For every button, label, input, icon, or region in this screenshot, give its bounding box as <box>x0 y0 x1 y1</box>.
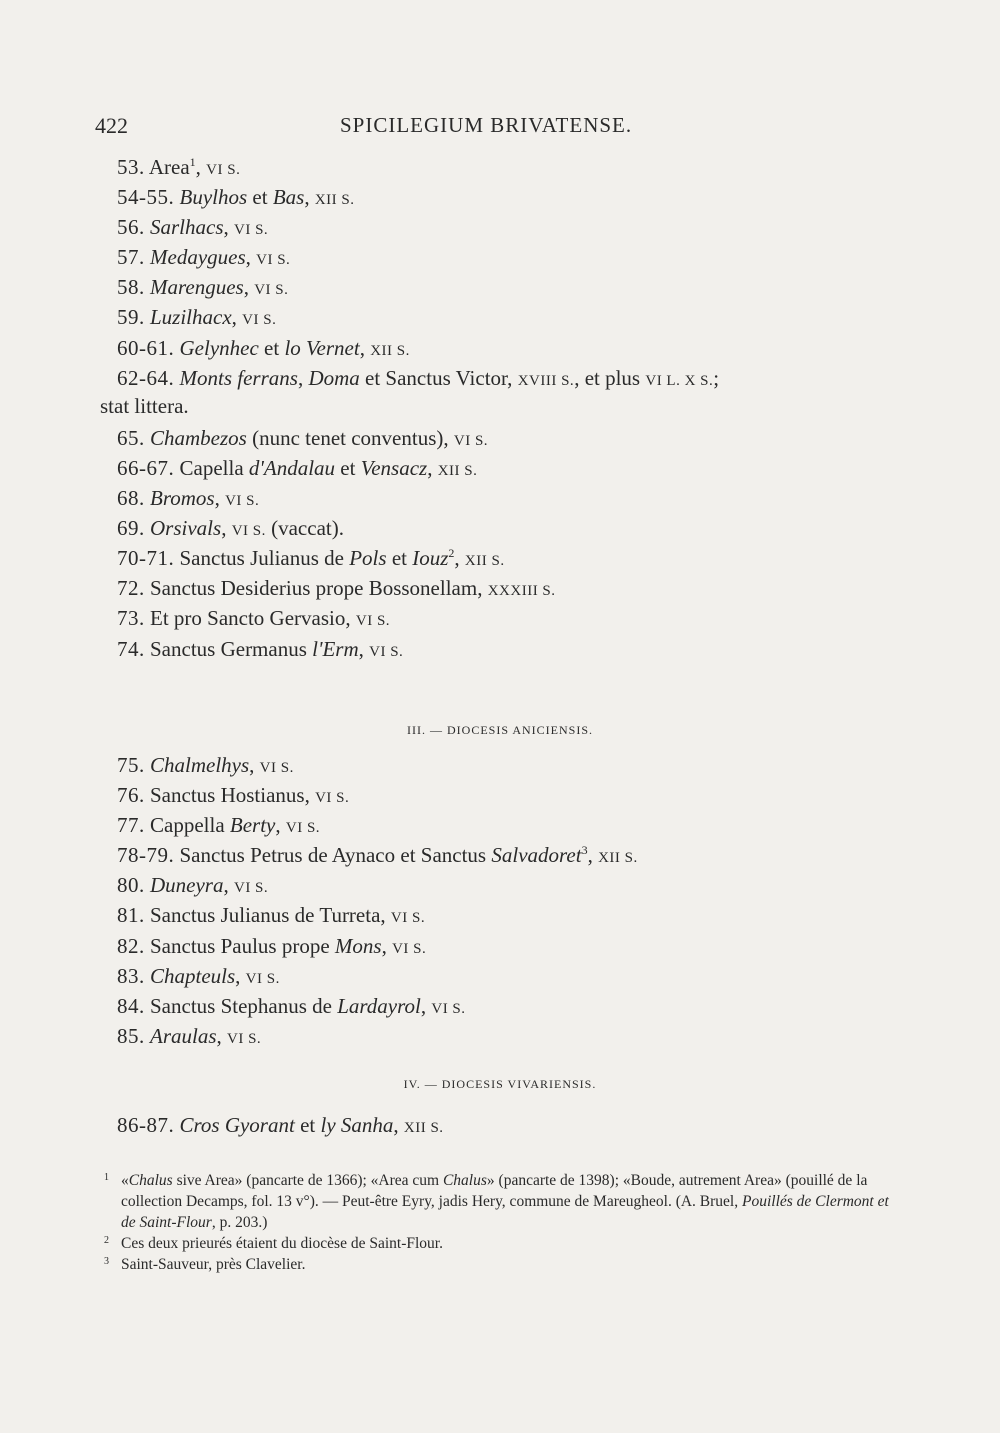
text-run: , p. 203.) <box>211 1214 268 1231</box>
entry-number: 72. <box>117 576 145 601</box>
italic-place-name: Chambezos <box>150 425 247 450</box>
italic-place-name: Sarlhacs <box>150 215 224 240</box>
amount: VI S. <box>227 1030 262 1047</box>
list-item <box>100 423 900 453</box>
text-run: , <box>393 1113 404 1137</box>
text-run: Sanctus Julianus de <box>174 546 350 571</box>
amount: VI S. <box>453 432 489 449</box>
list-item <box>100 333 900 363</box>
text-run: Sanctus Petrus de Aynaco et Sanctus <box>174 843 492 868</box>
entry-number: 85. <box>117 1023 145 1048</box>
entry-number: 86-87. <box>117 1113 175 1137</box>
amount: VI S. <box>206 162 241 178</box>
text-run: Area <box>144 155 190 179</box>
text-run: et <box>247 185 273 210</box>
text-run: , et plus <box>574 365 646 390</box>
italic-place-name: Duneyra <box>150 873 224 898</box>
italic-place-name: Luzilhacx <box>150 305 232 330</box>
footnote <box>101 1233 891 1254</box>
italic-place-name: Iouz <box>412 546 449 571</box>
text-run: Sanctus Paulus prope <box>144 933 335 958</box>
page-number: 422 <box>95 113 128 138</box>
list-item <box>100 272 900 302</box>
entry-number: 62-64. <box>117 365 175 390</box>
text-run: , <box>427 455 438 480</box>
text-run: « <box>121 1172 129 1189</box>
text-run: Sanctus Germanus <box>144 636 313 661</box>
list-item <box>100 750 900 780</box>
text-run: sive Area» (pancarte de 1366); «Area cum <box>172 1172 443 1189</box>
footnote-ref: 1 <box>189 155 196 169</box>
text-run: (vaccat). <box>265 516 344 541</box>
list-item <box>100 302 900 332</box>
amount: VI S. <box>355 613 391 630</box>
list-item <box>100 991 900 1021</box>
amount: XVIII S. <box>517 372 575 389</box>
entry-number: 57. <box>117 245 145 270</box>
entry-number: 80. <box>117 873 145 898</box>
text-run: » (pancarte de 1398); «Boude, autrement Area» (pouillé de la collection Decamps, fol. 13 v°). — Peut-être Eyry, jadis Hery, commune de Mareugheol. (A. Bruel, <box>121 1172 868 1210</box>
text-run: Saint-Sauveur, près Clavelier. <box>121 1256 306 1273</box>
italic-place-name: lo Vernet <box>284 335 360 360</box>
amount: VI S. <box>233 880 269 897</box>
list-item <box>100 212 900 242</box>
list-item <box>100 1110 900 1140</box>
entry-number: 59. <box>117 305 145 330</box>
amount: VI L. X S. <box>645 372 714 389</box>
italic-place-name: Doma <box>308 365 360 390</box>
amount: XXXIII S. <box>487 583 556 600</box>
entry-number: 74. <box>117 636 145 661</box>
text-run: , <box>245 245 257 270</box>
list-item <box>100 810 900 840</box>
amount: XII S. <box>370 342 410 359</box>
amount: VI S. <box>256 252 291 269</box>
amount: VI S. <box>369 643 404 660</box>
text-run: , <box>420 993 432 1018</box>
entry-number: 54-55. <box>117 185 175 210</box>
italic-place-name: Chapteuls <box>150 963 236 988</box>
text-run: , <box>214 486 226 511</box>
text-run: et <box>294 1113 321 1137</box>
section-heading-diocesis-aniciensis: III. — DIOCESIS ANICIENSIS. <box>407 723 593 737</box>
amount: VI S. <box>245 970 280 987</box>
list-item <box>100 242 900 272</box>
footnote-mark: 1 <box>104 1172 109 1183</box>
italic-place-name: Chalus <box>128 1172 173 1189</box>
amount: VI S. <box>390 910 426 927</box>
text-run: et <box>335 455 361 480</box>
text-run: , <box>216 1023 228 1048</box>
text-run: , <box>381 933 393 958</box>
italic-place-name: Medaygues <box>150 245 246 270</box>
entry-number: 66-67. <box>117 455 175 480</box>
text-run: , <box>223 215 234 240</box>
entry-number: 58. <box>117 275 145 300</box>
entry-number: 70-71. <box>117 546 175 571</box>
italic-place-name: Vensacz <box>360 455 428 480</box>
entry-number: 69. <box>117 516 145 541</box>
text-run: , <box>249 753 260 777</box>
amount: VI S. <box>431 1000 466 1017</box>
entry-number: 65. <box>117 425 145 450</box>
italic-place-name: l'Erm <box>312 636 359 661</box>
amount: VI S. <box>259 760 294 776</box>
entry-number: 53. <box>117 155 145 179</box>
text-run: , <box>235 963 246 988</box>
entry-list-section-2 <box>100 152 900 664</box>
italic-place-name: Monts ferrans <box>179 365 298 390</box>
amount: VI S. <box>254 282 289 299</box>
entry-list-diocesis-vivariensis <box>100 1110 900 1140</box>
italic-place-name: d'Andalau <box>248 455 336 480</box>
list-item <box>100 900 900 930</box>
entry-number: 83. <box>117 963 145 988</box>
footnote-mark: 3 <box>104 1256 109 1267</box>
amount: XII S. <box>464 553 505 570</box>
amount: XII S. <box>598 850 638 867</box>
text-run: et <box>386 546 413 571</box>
text-run: Ces deux prieurés étaient du diocèse de Saint-Flour. <box>121 1235 443 1252</box>
italic-place-name: Bromos <box>150 486 215 511</box>
text-run: , <box>195 155 207 179</box>
italic-place-name: Araulas <box>150 1023 217 1048</box>
footnotes <box>101 1170 891 1275</box>
amount: VI S. <box>234 222 269 239</box>
entry-number: 78-79. <box>117 843 175 868</box>
entry-number: 73. <box>117 606 145 631</box>
list-item <box>100 543 900 573</box>
entry-number: 81. <box>117 903 145 928</box>
text-run: et <box>258 335 285 360</box>
list-item <box>100 603 900 633</box>
footnote <box>101 1170 891 1233</box>
text-run: , <box>358 636 370 661</box>
amount: VI S. <box>231 523 266 540</box>
running-title: SPICILEGIUM BRIVATENSE. <box>340 113 633 137</box>
amount: VI S. <box>225 493 260 510</box>
italic-place-name: Marengues <box>150 275 244 300</box>
italic-place-name: Buylhos <box>179 185 248 210</box>
footnote-ref: 2 <box>448 546 455 561</box>
section-heading-diocesis-vivariensis: IV. — DIOCESIS VIVARIENSIS. <box>403 1077 597 1091</box>
italic-place-name: Chalmelhys <box>150 753 250 777</box>
text-run: , <box>297 365 309 390</box>
italic-place-name: Chalus <box>442 1172 487 1189</box>
italic-place-name: Berty <box>229 813 276 838</box>
footnote-ref: 3 <box>581 843 588 858</box>
entry-list-diocesis-aniciensis <box>100 750 900 1051</box>
list-item <box>100 513 900 543</box>
italic-place-name: Orsivals <box>150 516 222 541</box>
italic-place-name: Mons <box>334 933 382 958</box>
entry-number: 84. <box>117 993 145 1018</box>
list-item <box>100 483 900 513</box>
text-run: , <box>221 516 232 541</box>
italic-place-name: Cros Gyorant <box>179 1113 295 1137</box>
text-run: , <box>223 873 234 898</box>
entry-number: 68. <box>117 486 145 511</box>
italic-place-name: Gelynhec <box>179 335 259 360</box>
amount: VI S. <box>285 820 321 837</box>
amount: XII S. <box>403 1120 444 1136</box>
text-run: Sanctus Julianus de Turreta, <box>144 903 391 928</box>
page-header <box>95 113 875 143</box>
italic-place-name: Salvadoret <box>491 843 582 868</box>
text-run: Sanctus Desiderius prope Bossonellam, <box>144 576 488 601</box>
text-run: , <box>243 275 255 300</box>
list-item <box>100 152 900 182</box>
list-item <box>100 1021 900 1051</box>
italic-place-name: Pols <box>349 546 387 571</box>
text-run: , <box>587 843 599 868</box>
entry-number: 77. <box>117 813 145 838</box>
list-item <box>100 870 900 900</box>
text-run: Cappella <box>144 813 230 838</box>
amount: VI S. <box>315 790 350 807</box>
entry-number: 82. <box>117 933 145 958</box>
list-item <box>100 453 900 483</box>
amount: VI S. <box>392 940 427 957</box>
footnote <box>101 1254 891 1275</box>
entry-number: 56. <box>117 215 145 240</box>
italic-place-name: Bas <box>272 185 305 210</box>
text-run: Capella <box>174 455 249 480</box>
list-item <box>100 363 900 393</box>
list-item <box>100 840 900 870</box>
entry-number: 60-61. <box>117 335 175 360</box>
italic-place-name: ly Sanha <box>320 1113 394 1137</box>
footnote-mark: 2 <box>104 1235 109 1246</box>
text-run: (nunc tenet conventus), <box>246 425 454 450</box>
amount: XII S. <box>314 192 355 209</box>
list-item <box>100 931 900 961</box>
text-run: Sanctus Hostianus, <box>144 783 316 808</box>
list-item <box>100 961 900 991</box>
text-run: , <box>454 546 465 571</box>
entry-number: 76. <box>117 783 145 808</box>
text-run: , <box>275 813 286 838</box>
list-item <box>100 634 900 664</box>
italic-place-name: Lardayrol <box>337 993 421 1018</box>
text-run: Sanctus Stephanus de <box>144 993 338 1018</box>
list-item <box>100 182 900 212</box>
entry-number: 75. <box>117 753 145 777</box>
entry-continuation: stat littera. <box>100 393 189 418</box>
amount: VI S. <box>242 312 277 329</box>
text-run: et Sanctus Victor, <box>359 365 518 390</box>
text-run: , <box>231 305 243 330</box>
list-item <box>100 573 900 603</box>
text-run: Et pro Sancto Gervasio, <box>144 606 356 631</box>
list-item <box>100 780 900 810</box>
italic-place-name: Pouillés de Clermont et de Saint-Flour <box>121 1193 889 1231</box>
amount: XII S. <box>437 462 478 479</box>
text-run: ; <box>713 365 720 390</box>
text-run: , <box>359 335 371 360</box>
text-run: , <box>304 185 315 210</box>
